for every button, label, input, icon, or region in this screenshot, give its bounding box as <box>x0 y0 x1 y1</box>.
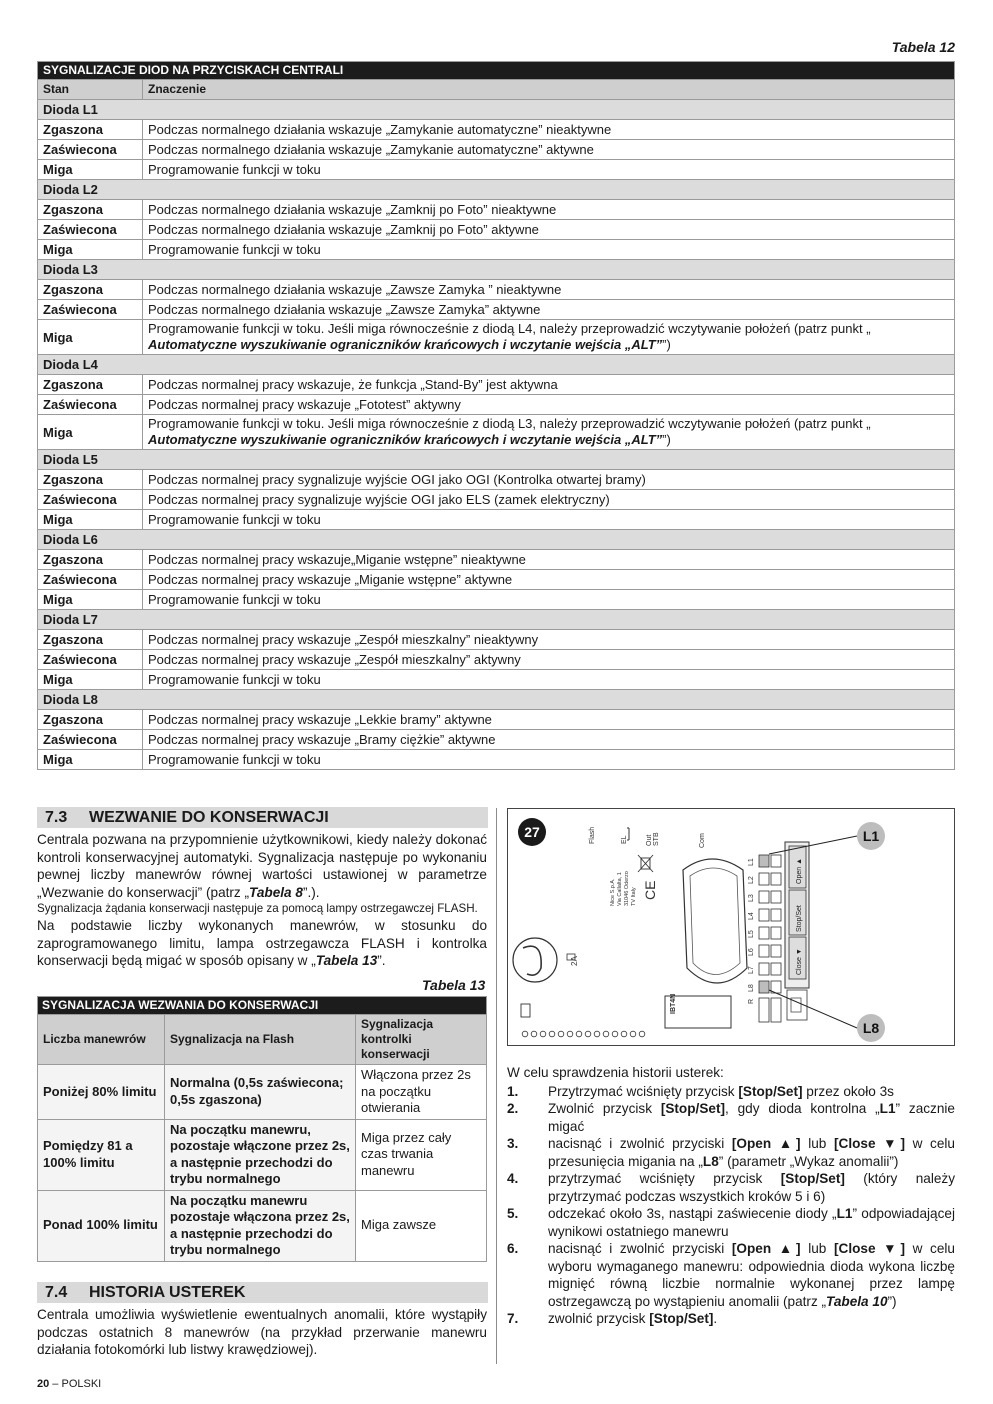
led-l6 <box>759 945 769 957</box>
led-l5 <box>759 927 769 939</box>
section-7-3-paragraph <box>37 831 487 901</box>
row-meaning: Podczas normalnej pracy wskazuje„Miganie wstępne” nieaktywne <box>143 550 955 570</box>
row-meaning: Podczas normalnej pracy sygnalizuje wyjście OGI jako ELS (zamek elektryczny) <box>143 490 955 510</box>
row-state: Zgaszona <box>38 200 143 220</box>
led-l8 <box>759 981 769 993</box>
row-state: Zaświecona <box>38 650 143 670</box>
table-row <box>38 160 955 180</box>
group-row <box>38 610 955 630</box>
led-label-l6: L6 <box>748 948 755 956</box>
row-state: Zgaszona <box>38 375 143 395</box>
step-number: 4. <box>507 1171 519 1186</box>
el-label: EL <box>621 835 628 844</box>
row-state: Miga <box>38 670 143 690</box>
table-row <box>38 200 955 220</box>
page-number: 20 <box>37 1378 50 1390</box>
row-state: Zgaszona <box>38 120 143 140</box>
row-state: Zaświecona <box>38 140 143 160</box>
led-label-l2: L2 <box>748 876 755 884</box>
table-row <box>38 375 955 395</box>
maintenance-table <box>37 996 487 1262</box>
table-row <box>38 730 955 750</box>
row-meaning: Podczas normalnej pracy wskazuje „Bramy ciężkie” aktywne <box>143 730 955 750</box>
table-header-cell: Sygnalizacja na Flash <box>165 1015 356 1065</box>
table-row <box>38 320 955 355</box>
section-title: HISTORIA USTEREK <box>89 1284 246 1301</box>
model-label: IBT4N <box>670 993 677 1014</box>
led-l2 <box>759 873 769 885</box>
maker-line-2: Via Callalta, 1 <box>617 872 623 906</box>
footer-language: – POLSKI <box>49 1378 102 1390</box>
step-text: przytrzymać wciśnięty przycisk [Stop/Set] (który należy przytrzymać podczas wszystkich kroków 5 i 6) <box>548 1171 955 1204</box>
header-znaczenie: Znaczenie <box>143 80 955 100</box>
step-text: zwolnić przycisk [Stop/Set]. <box>548 1311 718 1326</box>
led-label-l4: L4 <box>748 912 755 920</box>
table-row <box>38 140 955 160</box>
group-name: Dioda L6 <box>38 530 955 550</box>
callout-l1-label: L1 <box>862 828 880 844</box>
group-row <box>38 355 955 375</box>
step-text: odczekać około 3s, nastąpi zaświecenie diody „L1” odpowiadającej wynikowi ostatniego manewru <box>548 1206 955 1239</box>
section-number: 7.4 <box>45 1284 68 1301</box>
step-number: 3. <box>507 1136 519 1151</box>
table-row <box>38 630 955 650</box>
group-row <box>38 530 955 550</box>
row-state: Zaświecona <box>38 395 143 415</box>
table-header-row <box>38 80 955 100</box>
table-row <box>38 1119 487 1190</box>
row-meaning: Programowanie funkcji w toku <box>143 590 955 610</box>
table-row <box>38 650 955 670</box>
stop-set-button-label: Stop/Set <box>796 905 803 932</box>
page-footer <box>37 1378 101 1390</box>
led-socket <box>771 927 781 939</box>
led-socket <box>771 945 781 957</box>
section-7-3-heading <box>37 807 488 828</box>
row-state: Miga <box>38 590 143 610</box>
led-socket <box>771 909 781 921</box>
table-cell: Na początku manewru pozostaje włączona przez 2s, a następnie przechodzi do trybu normalnego <box>165 1190 356 1261</box>
ce-mark: CE <box>642 880 658 900</box>
history-step <box>507 1170 955 1205</box>
table-header-cell: Liczba manewrów <box>38 1015 165 1065</box>
table-row <box>38 470 955 490</box>
step-number: 5. <box>507 1206 519 1221</box>
led-label-l1: L1 <box>748 858 755 866</box>
table-row <box>38 550 955 570</box>
table-row <box>38 220 955 240</box>
history-step <box>507 1205 955 1240</box>
table-row <box>38 300 955 320</box>
table-cell: Włączona przez 2s na początku otwierania <box>356 1065 487 1120</box>
row-meaning: Programowanie funkcji w toku <box>143 510 955 530</box>
row-meaning: Podczas normalnego działania wskazuje „Zamykanie automatyczne” nieaktywne <box>143 120 955 140</box>
row-meaning: Programowanie funkcji w toku <box>143 750 955 770</box>
table-row <box>38 395 955 415</box>
led-label-l5: L5 <box>748 930 755 938</box>
led-socket <box>771 891 781 903</box>
table-title: SYGNALIZACJA WEZWANIA DO KONSERWACJI <box>38 997 487 1015</box>
figure-27-control-board <box>507 808 955 1046</box>
com-label: Com <box>699 833 706 848</box>
maker-line-3: 31046 Oderzo <box>624 871 630 906</box>
group-row <box>38 180 955 200</box>
column-divider <box>496 808 497 1364</box>
group-row <box>38 450 955 470</box>
history-step <box>507 1240 955 1310</box>
table-reference: Tabela 8 <box>249 884 303 900</box>
table-title: SYGNALIZACJE DIOD NA PRZYCISKACH CENTRALI <box>38 62 955 80</box>
table-row <box>38 1065 487 1120</box>
open-button-label: Open ▲ <box>796 858 803 884</box>
group-row <box>38 260 955 280</box>
group-row <box>38 100 955 120</box>
row-state: Miga <box>38 510 143 530</box>
table-row <box>38 120 955 140</box>
row-state: Zaświecona <box>38 220 143 240</box>
row-meaning: Podczas normalnego działania wskazuje „Zamknij po Foto” aktywne <box>143 220 955 240</box>
close-button-label: Close ▼ <box>796 948 803 975</box>
table-row <box>38 590 955 610</box>
row-meaning: Programowanie funkcji w toku <box>143 670 955 690</box>
group-name: Dioda L2 <box>38 180 955 200</box>
history-step <box>507 1310 955 1328</box>
table-header-row <box>38 1015 487 1065</box>
led-l3 <box>759 891 769 903</box>
table-header-cell: Sygnalizacja kontrolki konserwacji <box>356 1015 487 1065</box>
row-state: Zaświecona <box>38 570 143 590</box>
group-name: Dioda L5 <box>38 450 955 470</box>
history-step <box>507 1100 955 1135</box>
step-number: 6. <box>507 1241 519 1256</box>
row-meaning: Programowanie funkcji w toku <box>143 240 955 260</box>
led-label-l8: L8 <box>748 984 755 992</box>
out-label: Out <box>646 834 653 846</box>
group-name: Dioda L8 <box>38 690 955 710</box>
maker-line-4: TV Italy <box>631 887 637 906</box>
step-text: Przytrzymać wciśnięty przycisk [Stop/Set] przez około 3s <box>548 1083 894 1099</box>
flash-label: Flash <box>589 826 596 844</box>
history-step <box>507 1083 955 1101</box>
table-row <box>38 570 955 590</box>
text: ”.). <box>302 884 320 900</box>
group-name: Dioda L4 <box>38 355 955 375</box>
table-reference: Tabela 13 <box>315 953 378 968</box>
led-l4 <box>759 909 769 921</box>
table-row <box>38 490 955 510</box>
led-l1 <box>759 855 769 867</box>
table-row <box>38 670 955 690</box>
buttons-column <box>785 842 809 1020</box>
section-7-3-note: Sygnalizacja żądania konserwacji następuje za pomocą lampy ostrzegawczej FLASH. <box>37 902 478 915</box>
group-name: Dioda L7 <box>38 610 955 630</box>
row-meaning: Podczas normalnej pracy wskazuje „Miganie wstępne” aktywne <box>143 570 955 590</box>
row-meaning: Podczas normalnej pracy wskazuje „Zespół mieszkalny” aktywny <box>143 650 955 670</box>
row-meaning: Podczas normalnej pracy wskazuje „Lekkie bramy” aktywne <box>143 710 955 730</box>
header-stan: Stan <box>38 80 143 100</box>
table-title-row <box>38 62 955 80</box>
r-connector <box>771 998 781 1022</box>
table-title-row <box>38 997 487 1015</box>
table-cell: Poniżej 80% limitu <box>38 1065 165 1120</box>
group-name: Dioda L1 <box>38 100 955 120</box>
row-state: Miga <box>38 415 143 450</box>
row-meaning: Podczas normalnego działania wskazuje „Zawsze Zamyka ” nieaktywne <box>143 280 955 300</box>
callout-l8-label: L8 <box>862 1020 880 1036</box>
history-step <box>507 1135 955 1170</box>
led-label-l3: L3 <box>748 894 755 902</box>
step-text: Zwolnić przycisk [Stop/Set], gdy dioda kontrolna „L1” zacznie migać <box>548 1101 955 1134</box>
row-meaning: Programowanie funkcji w toku. Jeśli miga równocześnie z diodą L3, należy przeprowadzić wczytywanie położeń (patrz punkt „ Automatyczne wyszukiwanie ograniczników krańcowych i wczytanie wejścia „ALT””) <box>143 415 955 450</box>
table12-caption: Tabela 12 <box>891 39 955 55</box>
text: Na podstawie liczby wykonanych manewrów, w stosunku do zaprogramowanego limitu, lampa ostrzegawcza FLASH i kontrolka konserwacji będą migać w sposób opisany w „ <box>37 918 487 968</box>
r-connector <box>759 998 769 1022</box>
table-cell: Miga zawsze <box>356 1190 487 1261</box>
led-socket <box>771 855 781 867</box>
table-row <box>38 1190 487 1261</box>
table-row <box>38 750 955 770</box>
led-socket <box>771 963 781 975</box>
maker-line-1: Nice S.p.A. <box>610 878 616 906</box>
row-state: Miga <box>38 320 143 355</box>
led-l7 <box>759 963 769 975</box>
led-signal-table <box>37 61 955 770</box>
step-number: 2. <box>507 1101 519 1116</box>
table-cell: Pomiędzy 81 a 100% limitu <box>38 1119 165 1190</box>
row-state: Miga <box>38 750 143 770</box>
row-state: Zgaszona <box>38 280 143 300</box>
table13-caption: Tabela 13 <box>422 977 486 993</box>
row-state: Zgaszona <box>38 710 143 730</box>
group-name: Dioda L3 <box>38 260 955 280</box>
row-meaning: Podczas normalnego działania wskazuje „Zamknij po Foto” nieaktywne <box>143 200 955 220</box>
table-cell: Ponad 100% limitu <box>38 1190 165 1261</box>
row-meaning: Podczas normalnej pracy wskazuje „Zespół mieszkalny” nieaktywny <box>143 630 955 650</box>
text: ”. <box>377 953 386 968</box>
table-cell: Na początku manewru, pozostaje włączone przez 2s, a następnie przechodzi do trybu normalnego <box>165 1119 356 1190</box>
table-row <box>38 415 955 450</box>
row-state: Zgaszona <box>38 630 143 650</box>
row-state: Zaświecona <box>38 300 143 320</box>
group-row <box>38 690 955 710</box>
led-socket <box>771 873 781 885</box>
stb-label: STB <box>653 832 660 846</box>
fuse-label: 2A <box>570 956 579 966</box>
section-7-4-paragraph: Centrala umożliwia wyświetlenie ewentualnych anomalii, które wystąpiły podczas ostatnich 8 manewrów (na przykład przerwanie manewru działania fotokomórki lub listwy krawędziowej). <box>37 1307 487 1357</box>
r-label: R <box>748 998 755 1004</box>
step-number: 1. <box>507 1083 519 1099</box>
section-number: 7.3 <box>45 809 68 826</box>
table-row <box>38 240 955 260</box>
table-row <box>38 510 955 530</box>
table-row <box>38 280 955 300</box>
section-7-3-paragraph-2 <box>37 917 487 970</box>
row-state: Zgaszona <box>38 550 143 570</box>
table-row <box>38 710 955 730</box>
row-meaning: Podczas normalnej pracy wskazuje „Fototest” aktywny <box>143 395 955 415</box>
row-meaning: Podczas normalnej pracy sygnalizuje wyjście OGI jako OGI (Kontrolka otwartej bramy) <box>143 470 955 490</box>
step-text: nacisnąć i zwolnić przyciski [Open ▲] lub [Close ▼] w celu przesunięcia migania na „L8” (parametr „Wykaz anomalii”) <box>548 1136 955 1169</box>
history-steps <box>507 1064 955 1328</box>
row-meaning: Programowanie funkcji w toku. Jeśli miga równocześnie z diodą L4, należy przeprowadzić wczytywanie położeń (patrz punkt „ Automatyczne wyszukiwanie ograniczników krańcowych i wczytanie wejścia „ALT””) <box>143 320 955 355</box>
row-meaning: Podczas normalnego działania wskazuje „Zamykanie automatyczne” aktywne <box>143 140 955 160</box>
row-meaning: Podczas normalnego działania wskazuje „Zawsze Zamyka” aktywne <box>143 300 955 320</box>
section-title: WEZWANIE DO KONSERWACJI <box>89 809 329 826</box>
row-meaning: Podczas normalnej pracy wskazuje, że funkcja „Stand-By” jest aktywna <box>143 375 955 395</box>
row-meaning: Programowanie funkcji w toku <box>143 160 955 180</box>
text: Centrala pozwana na przypomnienie użytkownikowi, kiedy należy dokonać kontroli konserwacyjnej automatyki. Sygnalizacja następuje po wykonaniu pewnej liczby manewrów równej wartości ustawionej w parametrze „Wezwanie do konserwacji” (patrz „ <box>37 832 487 900</box>
table-cell: Miga przez cały czas trwania manewru <box>356 1119 487 1190</box>
row-state: Zaświecona <box>38 490 143 510</box>
row-state: Miga <box>38 240 143 260</box>
table-cell: Normalna (0,5s zaświecona; 0,5s zgaszona) <box>165 1065 356 1120</box>
row-state: Zaświecona <box>38 730 143 750</box>
row-state: Zgaszona <box>38 470 143 490</box>
row-state: Miga <box>38 160 143 180</box>
step-text: nacisnąć i zwolnić przyciski [Open ▲] lub [Close ▼] w celu wyboru wymaganego manewru: odpowiednia dioda wykona liczbę mignięć równą liczbie normalnie wykonanej przez lampę ostrzegawczą po wystąpieniu anomalii (patrz „Tabela 10”) <box>548 1241 955 1309</box>
step-number: 7. <box>507 1311 519 1326</box>
section-7-4-heading <box>37 1282 488 1303</box>
steps-intro: W celu sprawdzenia historii usterek: <box>507 1065 724 1080</box>
figure-number: 27 <box>524 824 540 840</box>
led-label-l7: L7 <box>748 966 755 974</box>
